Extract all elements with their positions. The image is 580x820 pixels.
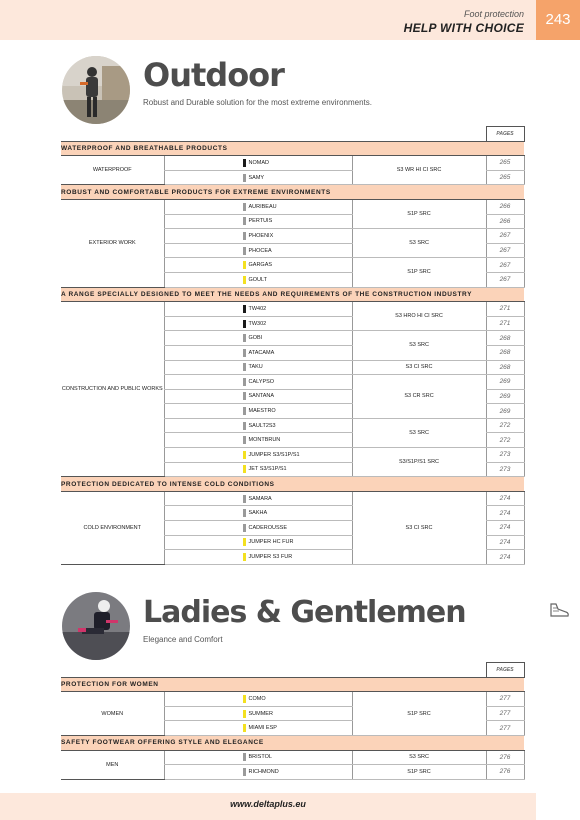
range-marker — [243, 724, 246, 732]
product-cell[interactable] — [164, 418, 352, 433]
page-ref[interactable]: 274 — [486, 535, 524, 550]
table-row — [61, 750, 524, 765]
page-ref[interactable]: 274 — [486, 550, 524, 565]
application-cell: WOMEN — [61, 692, 164, 736]
category-row — [61, 141, 524, 156]
page-ref[interactable]: 277 — [486, 721, 524, 736]
product-cell[interactable] — [164, 214, 352, 229]
category-row — [61, 185, 524, 200]
page-ref[interactable]: 265 — [486, 156, 524, 171]
product-name: TW302 — [248, 320, 267, 327]
product-name: CADEROUSSE — [248, 524, 288, 531]
range-marker — [243, 436, 246, 444]
norm-cell: S3 CR SRC — [352, 375, 486, 419]
page-ref[interactable]: 271 — [486, 302, 524, 317]
product-name: MAESTRO — [248, 408, 276, 415]
category-row — [61, 735, 524, 750]
product-cell[interactable] — [164, 199, 352, 214]
product-name: MONTBRUN — [248, 437, 281, 444]
page-ref[interactable]: 265 — [486, 170, 524, 185]
product-name: SANTANA — [248, 393, 275, 400]
product-name: SAMARA — [248, 495, 272, 502]
product-cell[interactable] — [164, 360, 352, 375]
page-ref[interactable]: 269 — [486, 389, 524, 404]
category-label: ROBUST AND COMFORTABLE PRODUCTS FOR EXTREME ENVIRONMENTS — [61, 185, 524, 200]
product-name: COMO — [248, 695, 266, 702]
product-cell[interactable] — [164, 765, 352, 780]
range-marker — [243, 407, 246, 415]
footer-url[interactable]: www.deltaplus.eu — [230, 799, 306, 809]
range-marker — [243, 378, 246, 386]
range-marker — [243, 538, 246, 546]
product-name: GOBI — [248, 335, 263, 342]
page-ref[interactable]: 267 — [486, 243, 524, 258]
product-name: CALYPSO — [248, 378, 275, 385]
product-name: GARGAS — [248, 262, 273, 269]
product-name: RICHMOND — [248, 768, 279, 775]
product-name: PHOENIX — [248, 232, 274, 239]
product-name: PHOCEA — [248, 247, 272, 254]
range-marker — [243, 159, 246, 167]
application-cell: MEN — [61, 750, 164, 779]
product-name: SAULT2S3 — [248, 422, 276, 429]
product-name: JUMPER S3/S1P/S1 — [248, 451, 300, 458]
page-ref[interactable]: 267 — [486, 258, 524, 273]
product-cell[interactable] — [164, 491, 352, 506]
range-marker — [243, 174, 246, 182]
page-ref[interactable]: 273 — [486, 462, 524, 477]
page-ref[interactable]: 272 — [486, 418, 524, 433]
product-name: GOULT — [248, 276, 268, 283]
range-marker — [243, 334, 246, 342]
range-marker — [243, 232, 246, 240]
outdoor-table — [61, 126, 525, 565]
application-cell: CONSTRUCTION AND PUBLIC WORKS — [61, 302, 164, 477]
page-number: 243 — [536, 0, 580, 40]
product-cell[interactable] — [164, 750, 352, 765]
product-cell[interactable] — [164, 229, 352, 244]
product-cell[interactable] — [164, 345, 352, 360]
range-marker — [243, 392, 246, 400]
page-ref[interactable]: 269 — [486, 404, 524, 419]
shoe-icon — [548, 600, 570, 620]
product-cell[interactable] — [164, 331, 352, 346]
product-cell[interactable] — [164, 272, 352, 287]
norm-cell: S3/S1P/S1 SRC — [352, 448, 486, 477]
product-cell[interactable] — [164, 302, 352, 317]
norm-cell: S1P SRC — [352, 765, 486, 780]
section-title-ladies: Ladies & Gentlemen — [143, 595, 466, 630]
page-ref[interactable]: 276 — [486, 765, 524, 780]
range-marker — [243, 217, 246, 225]
page-ref[interactable]: 267 — [486, 229, 524, 244]
range-marker — [243, 305, 246, 313]
product-name: PERTUIS — [248, 218, 273, 225]
page-ref[interactable]: 274 — [486, 506, 524, 521]
product-cell[interactable] — [164, 462, 352, 477]
product-name: AURIBEAU — [248, 203, 277, 210]
norm-cell: S1P SRC — [352, 692, 486, 736]
norm-cell: S3 SRC — [352, 229, 486, 258]
range-marker — [243, 524, 246, 532]
pages-header-row — [61, 663, 524, 678]
product-name: TAKU — [248, 364, 263, 371]
section-title-outdoor: Outdoor — [143, 56, 284, 94]
product-name: MIAMI ESP — [248, 725, 277, 732]
product-cell[interactable] — [164, 170, 352, 185]
pages-header: PAGES — [486, 127, 524, 142]
category-row — [61, 477, 524, 492]
norm-cell: S3 SRC — [352, 750, 486, 765]
category-label: PROTECTION DEDICATED TO INTENSE COLD CONDITIONS — [61, 477, 524, 492]
category-row — [61, 287, 524, 302]
product-cell[interactable] — [164, 258, 352, 273]
product-name: ATACAMA — [248, 349, 275, 356]
norm-cell: S3 CI SRC — [352, 360, 486, 375]
product-name: SUMMER — [248, 710, 273, 717]
page-ref[interactable]: 268 — [486, 331, 524, 346]
product-cell[interactable] — [164, 375, 352, 390]
pages-header-row — [61, 127, 524, 142]
page-ref[interactable]: 266 — [486, 214, 524, 229]
table-row — [61, 302, 524, 317]
product-name: JUMPER HC FUR — [248, 539, 294, 546]
range-marker — [243, 349, 246, 357]
range-marker — [243, 451, 246, 459]
range-marker — [243, 276, 246, 284]
norm-cell: S3 SRC — [352, 331, 486, 360]
page-ref[interactable]: 268 — [486, 345, 524, 360]
page-ref[interactable]: 277 — [486, 706, 524, 721]
range-marker — [243, 203, 246, 211]
product-cell[interactable] — [164, 433, 352, 448]
range-marker — [243, 695, 246, 703]
product-name: SAMY — [248, 174, 265, 181]
page-ref[interactable]: 274 — [486, 521, 524, 536]
range-marker — [243, 422, 246, 430]
range-marker — [243, 553, 246, 561]
page-ref[interactable]: 277 — [486, 692, 524, 707]
norm-cell: S3 SRC — [352, 418, 486, 447]
page-ref[interactable]: 266 — [486, 199, 524, 214]
section-subtitle-ladies: Elegance and Comfort — [143, 635, 223, 644]
page-ref[interactable]: 274 — [486, 491, 524, 506]
category-row — [61, 677, 524, 692]
ladies-table — [61, 662, 525, 780]
range-marker — [243, 261, 246, 269]
page-ref[interactable]: 268 — [486, 360, 524, 375]
page-ref[interactable]: 276 — [486, 750, 524, 765]
product-cell[interactable] — [164, 521, 352, 536]
range-marker — [243, 320, 246, 328]
header-band — [0, 0, 536, 40]
product-cell[interactable] — [164, 706, 352, 721]
page-ref[interactable]: 273 — [486, 448, 524, 463]
product-cell[interactable] — [164, 550, 352, 565]
application-cell: EXTERIOR WORK — [61, 199, 164, 287]
norm-cell: S1P SRC — [352, 258, 486, 287]
table-row — [61, 692, 524, 707]
range-marker — [243, 247, 246, 255]
page-ref[interactable]: 271 — [486, 316, 524, 331]
range-marker — [243, 495, 246, 503]
product-name: TW402 — [248, 305, 267, 312]
table-row — [61, 199, 524, 214]
range-marker — [243, 768, 246, 776]
page-ref[interactable]: 272 — [486, 433, 524, 448]
product-cell[interactable] — [164, 316, 352, 331]
product-cell[interactable] — [164, 389, 352, 404]
range-marker — [243, 710, 246, 718]
range-marker — [243, 363, 246, 371]
product-cell[interactable] — [164, 404, 352, 419]
norm-cell: S3 HRO HI CI SRC — [352, 302, 486, 331]
category-label: SAFETY FOOTWEAR OFFERING STYLE AND ELEGANCE — [61, 735, 524, 750]
product-cell[interactable] — [164, 506, 352, 521]
page-ref[interactable]: 267 — [486, 272, 524, 287]
norm-cell: S3 WR HI CI SRC — [352, 156, 486, 185]
range-marker — [243, 753, 246, 761]
section-subtitle-outdoor: Robust and Durable solution for the most extreme environments. — [143, 98, 373, 107]
product-name: JET S3/S1P/S1 — [248, 466, 287, 473]
product-name: BRISTOL — [248, 754, 272, 761]
product-cell[interactable] — [164, 721, 352, 736]
product-cell[interactable] — [164, 692, 352, 707]
product-cell[interactable] — [164, 448, 352, 463]
header-subtitle: Foot protection — [463, 9, 524, 19]
table-row — [61, 156, 524, 171]
product-name: SAKHA — [248, 510, 268, 517]
range-marker — [243, 465, 246, 473]
range-marker — [243, 509, 246, 517]
product-cell[interactable] — [164, 156, 352, 171]
category-label: WATERPROOF AND BREATHABLE PRODUCTS — [61, 141, 524, 156]
product-cell[interactable] — [164, 243, 352, 258]
application-cell: COLD ENVIRONMENT — [61, 491, 164, 564]
pages-header: PAGES — [486, 663, 524, 678]
product-name: JUMPER S3 FUR — [248, 554, 293, 561]
application-cell: WATERPROOF — [61, 156, 164, 185]
product-cell[interactable] — [164, 535, 352, 550]
category-label: PROTECTION FOR WOMEN — [61, 677, 524, 692]
product-name: NOMAD — [248, 159, 269, 166]
table-row — [61, 491, 524, 506]
page-ref[interactable]: 269 — [486, 375, 524, 390]
footer-band — [0, 793, 536, 820]
norm-cell: S1P SRC — [352, 199, 486, 228]
category-label: A RANGE SPECIALLY DESIGNED TO MEET THE NEEDS AND REQUIREMENTS OF THE CONSTRUCTION INDUSTRY — [61, 287, 524, 302]
header-title: HELP WITH CHOICE — [403, 21, 524, 35]
norm-cell: S3 CI SRC — [352, 491, 486, 564]
kneeling-worker-photo — [62, 592, 130, 660]
worker-photo — [62, 56, 130, 124]
